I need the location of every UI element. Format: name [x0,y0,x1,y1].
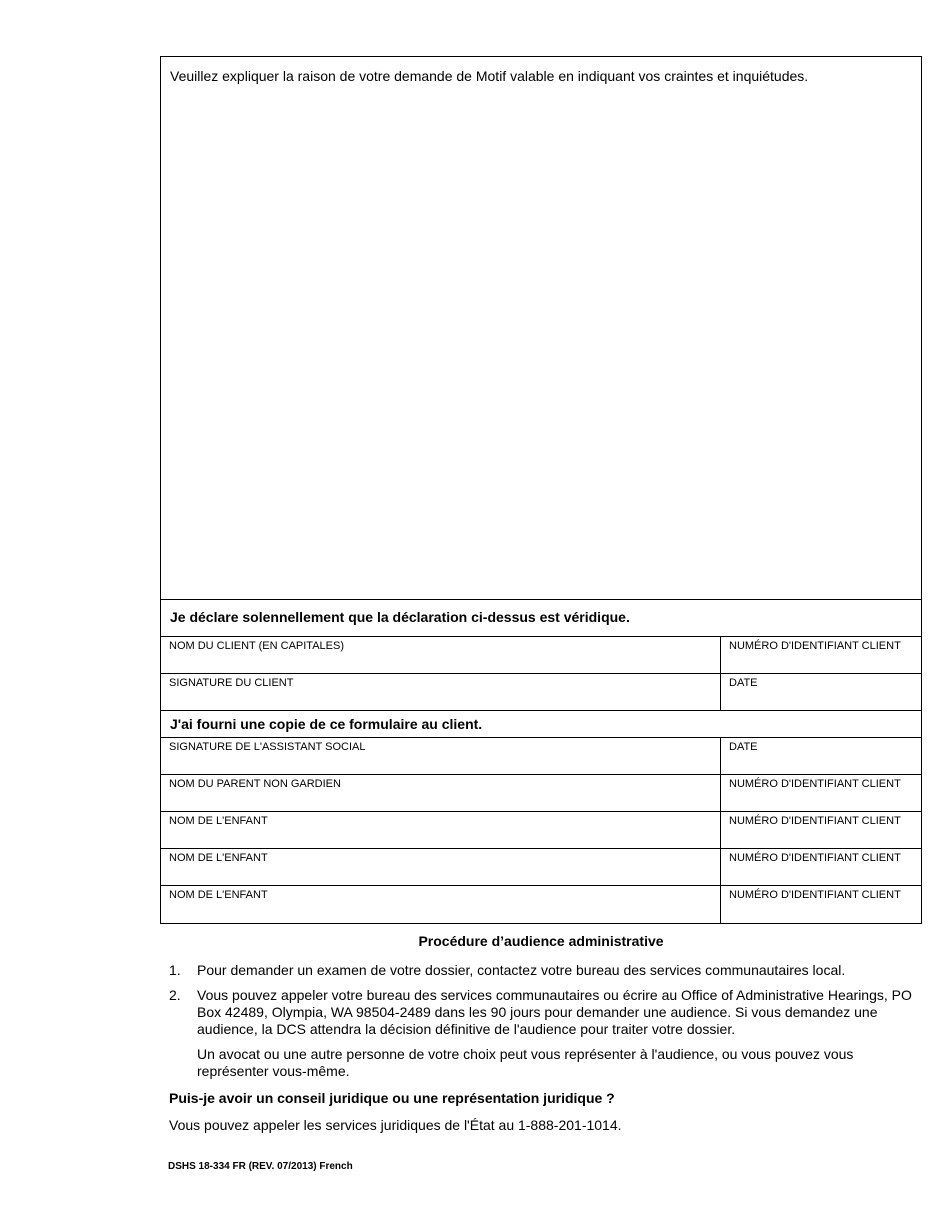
procedure-item-number: 2. [169,987,181,1003]
child-id-field[interactable] [721,812,921,848]
procedure-item-number: 1. [169,962,181,978]
worker-date-field[interactable] [721,738,921,774]
procedure-item-text: Vous pouvez appeler votre bureau des services communautaires ou écrire au Office of Administrative Hearings, PO Box 42489, Olympia, WA 98504-2489 dans les 90 jours pour demander une audience. Si vous demandez une audience, la DCS attendra la décision définitive de l'audience pour traiter votre dossier. [197,987,912,1037]
procedure-item [160,962,922,979]
client-signature-field[interactable] [161,674,721,710]
client-name-label: NOM DU CLIENT (EN CAPITALES) [169,640,345,652]
form-number-footer: DSHS 18-334 FR (REV. 07/2013) French [168,1161,353,1172]
procedure-item [160,987,922,1038]
explanation-prompt: Veuillez expliquer la raison de votre demande de Motif valable en indiquant vos craintes et inquiétudes. [170,68,809,84]
child-id-field[interactable] [721,849,921,885]
client-date-label: DATE [729,677,758,689]
client-id-field[interactable] [721,637,921,673]
legal-advice-question: Puis-je avoir un conseil juridique ou une représentation juridique ? [169,1090,615,1106]
procedure-title: Procédure d’audience administrative [418,933,664,949]
legal-advice-answer: Vous pouvez appeler les services juridiques de l'État au 1-888-201-1014. [169,1117,622,1133]
noncustodial-parent-id-label: NUMÉRO D'IDENTIFIANT CLIENT [729,778,901,790]
worker-date-label: DATE [729,741,758,753]
child-row [161,849,921,886]
child-id-field[interactable] [721,886,921,923]
client-signature-label: SIGNATURE DU CLIENT [169,677,294,689]
child-id-label: NUMÉRO D'IDENTIFIANT CLIENT [729,815,901,827]
declaration-statement: Je déclare solennellement que la déclaration ci-dessus est véridique. [161,600,921,637]
good-cause-form [160,56,922,924]
child-id-label: NUMÉRO D'IDENTIFIANT CLIENT [729,889,901,901]
hearing-procedure-section [160,930,922,1134]
worker-signature-field[interactable] [161,738,721,774]
client-date-field[interactable] [721,674,921,710]
procedure-item-text: Pour demander un examen de votre dossier, contactez votre bureau des services communautaires local. [197,962,846,978]
representation-paragraph: Un avocat ou une autre personne de votre choix peut vous représenter à l'audience, ou vous pouvez vous représenter vous-même. [197,1046,854,1079]
explanation-field[interactable] [161,57,921,600]
client-name-field[interactable] [161,637,721,673]
worker-signature-row [161,738,921,775]
child-id-label: NUMÉRO D'IDENTIFIANT CLIENT [729,852,901,864]
child-name-field[interactable] [161,849,721,885]
copy-statement: J'ai fourni une copie de ce formulaire au client. [161,711,921,738]
child-row [161,812,921,849]
noncustodial-parent-name-label: NOM DU PARENT NON GARDIEN [169,778,341,790]
child-name-label: NOM DE L'ENFANT [169,889,268,901]
child-name-label: NOM DE L'ENFANT [169,852,268,864]
child-name-field[interactable] [161,812,721,848]
noncustodial-parent-name-field[interactable] [161,775,721,811]
child-name-label: NOM DE L'ENFANT [169,815,268,827]
noncustodial-parent-id-field[interactable] [721,775,921,811]
client-id-label: NUMÉRO D'IDENTIFIANT CLIENT [729,640,901,652]
noncustodial-parent-row [161,775,921,812]
child-row [161,886,921,923]
client-signature-row [161,674,921,711]
worker-signature-label: SIGNATURE DE L'ASSISTANT SOCIAL [169,741,366,753]
client-name-row [161,637,921,674]
child-name-field[interactable] [161,886,721,923]
